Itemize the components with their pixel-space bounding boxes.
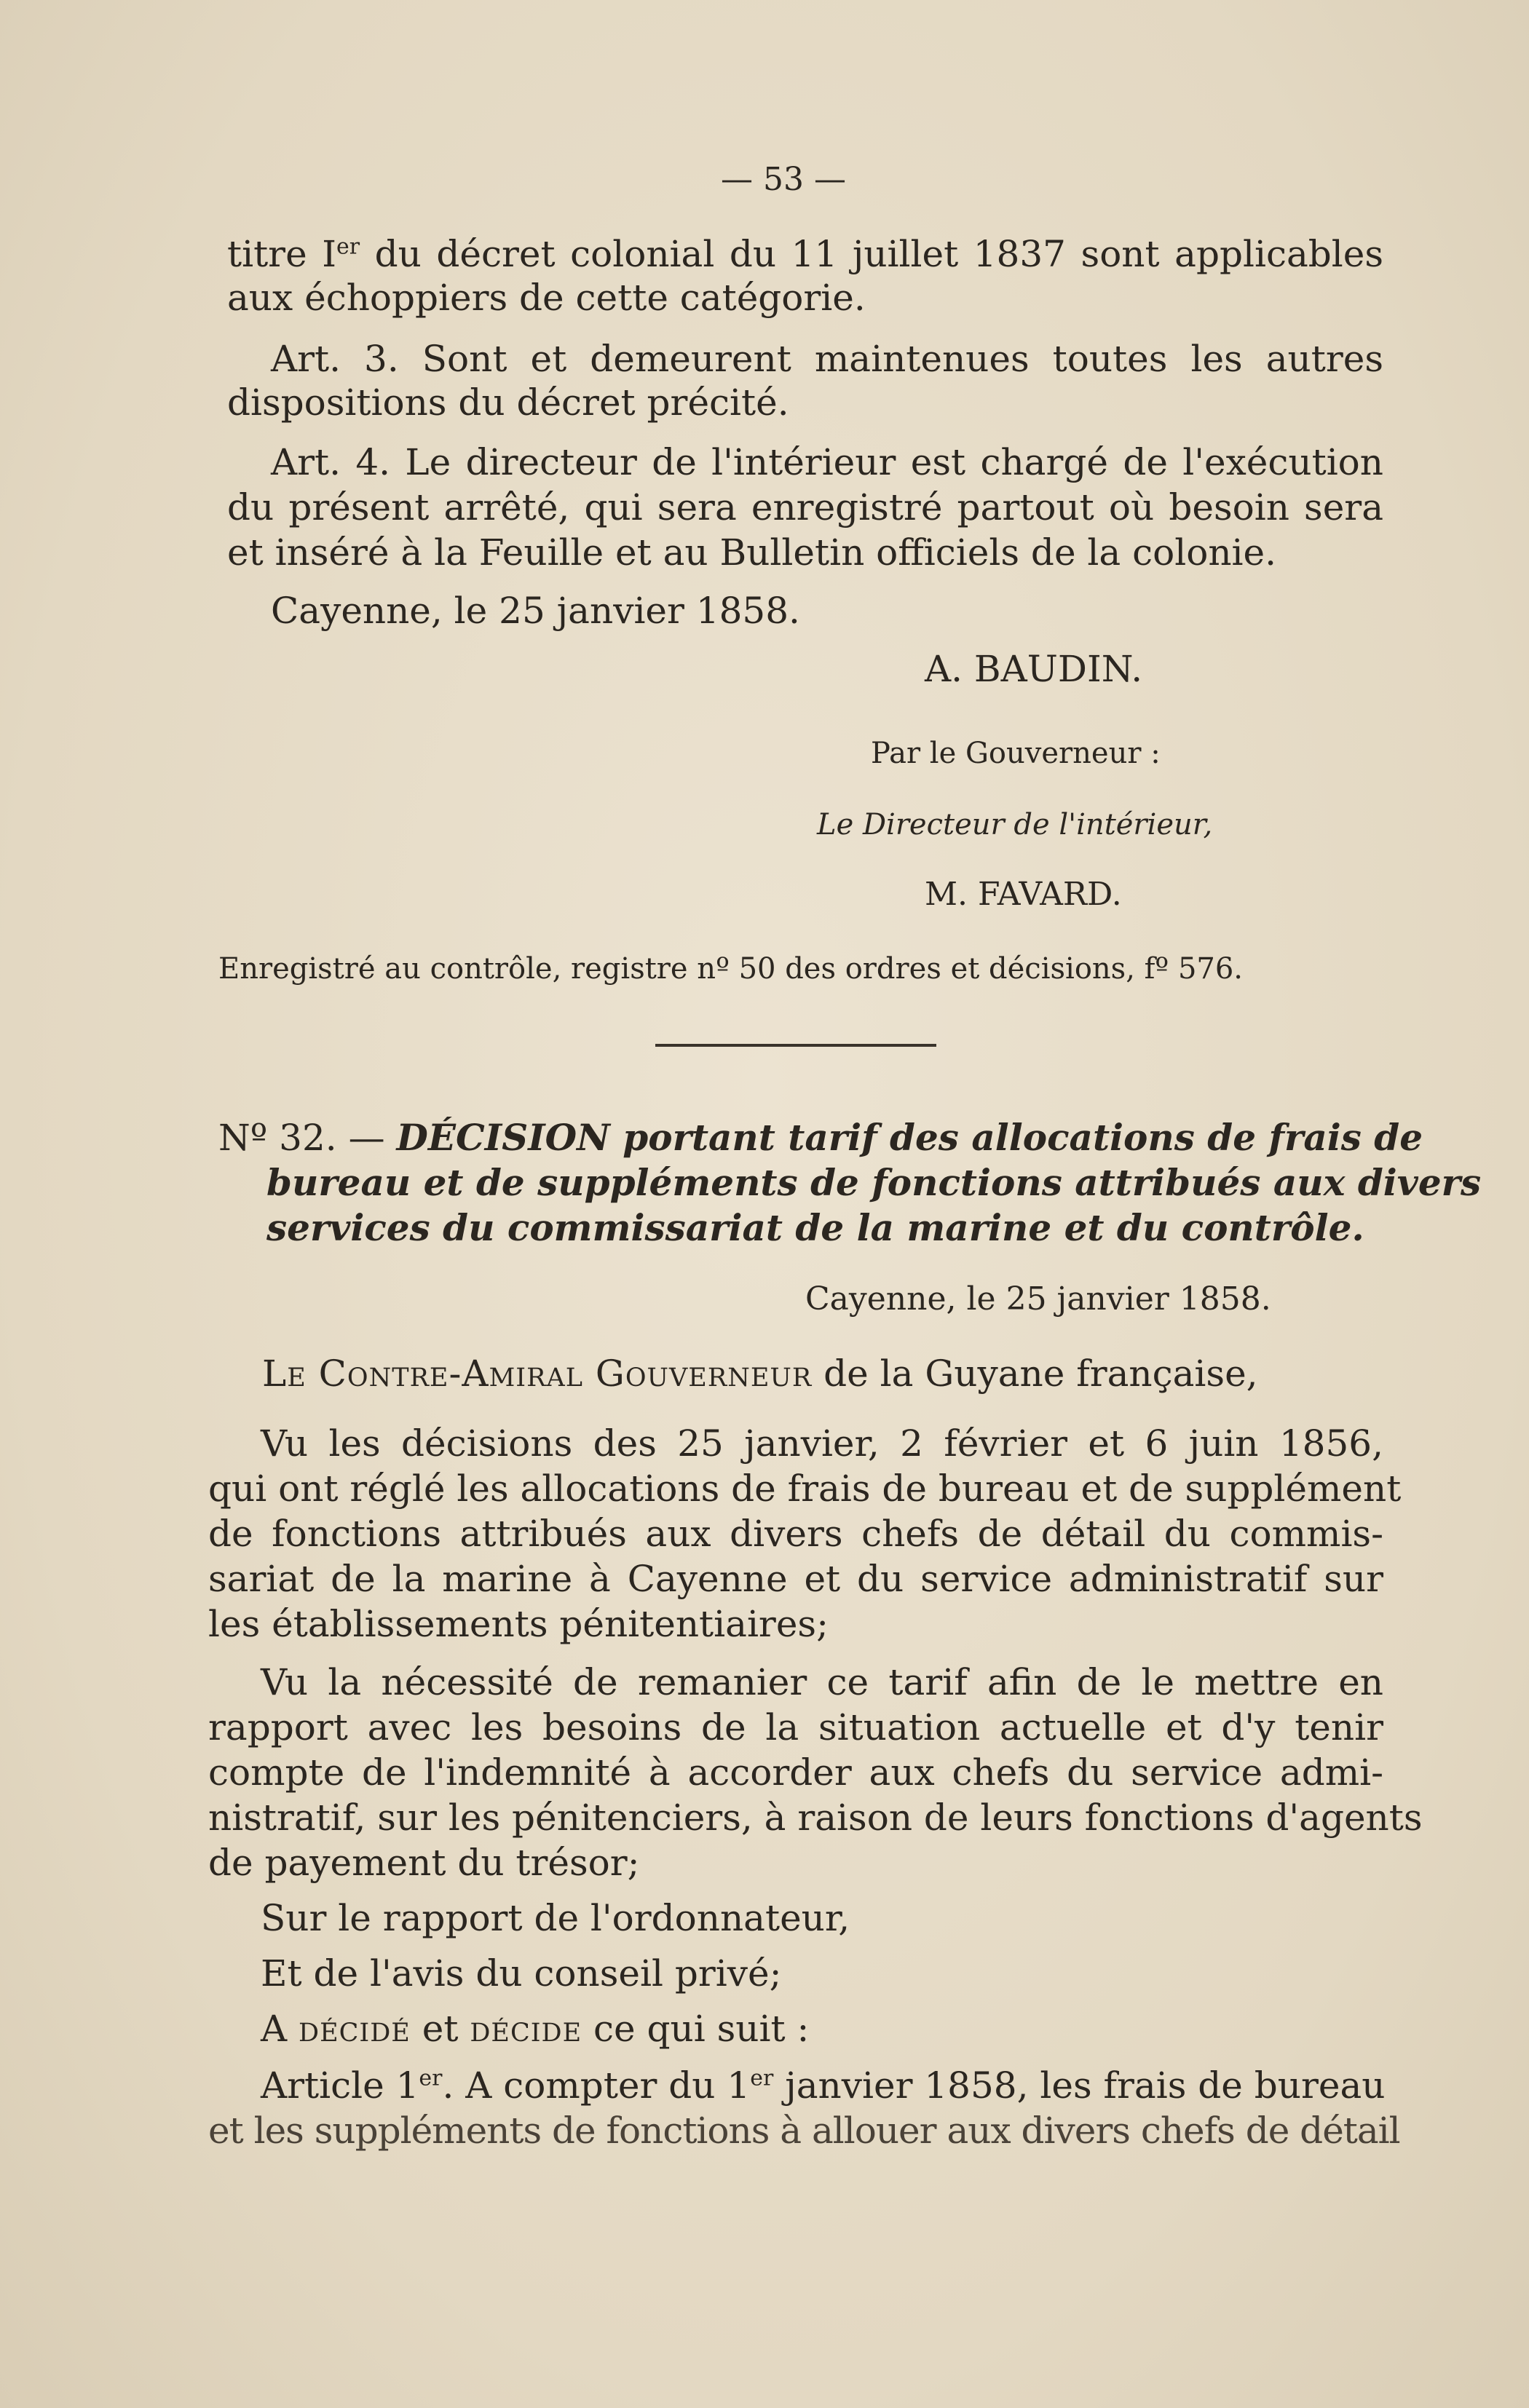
- signature-director: M. FAVARD.: [925, 876, 1122, 913]
- page-number: — 53 —: [721, 161, 846, 198]
- text-line: Sur le rapport de l'ordonnateur,: [261, 1897, 850, 1939]
- text-line: Vu les décisions des 25 janvier, 2 février et 6 juin 1856,: [261, 1422, 1383, 1465]
- text-line: et inséré à la Feuille et au Bulletin officiels de la colonie.: [227, 531, 1276, 574]
- text-line: titre Ier du décret colonial du 11 juillet 1837 sont applicables: [227, 233, 1384, 275]
- text-line: les établissements pénitentiaires;: [208, 1603, 829, 1645]
- text-line: dispositions du décret précité.: [227, 381, 789, 424]
- text-line: de payement du trésor;: [208, 1842, 640, 1884]
- text-line: nistratif, sur les pénitenciers, à raison de leurs fonctions d'agents: [208, 1797, 1423, 1839]
- text-line: Article 1er. A compter du 1er janvier 1858, les frais de bureau: [261, 2064, 1386, 2107]
- text-line: sariat de la marine à Cayenne et du service administratif sur: [208, 1558, 1383, 1600]
- decision-heading: Nº 32. — DÉCISION portant tarif des allocations de frais de: [218, 1116, 1423, 1159]
- text-line: compte de l'indemnité à accorder aux chefs du service admi-: [208, 1751, 1383, 1794]
- decision-heading: bureau et de suppléments de fonctions attribués aux divers: [266, 1161, 1482, 1204]
- text-line: du présent arrêté, qui sera enregistré partout où besoin sera: [227, 486, 1383, 528]
- signature-governor: A. BAUDIN.: [925, 648, 1143, 690]
- text-line: A décidé et décide ce qui suit :: [261, 2008, 810, 2050]
- decision-date: Cayenne, le 25 janvier 1858.: [805, 1280, 1271, 1318]
- text-line: rapport avec les besoins de la situation actuelle et d'y tenir: [208, 1706, 1383, 1748]
- signature-title: Le Directeur de l'intérieur,: [817, 808, 1213, 841]
- text-line: aux échoppiers de cette catégorie.: [227, 277, 866, 319]
- decision-heading: services du commissariat de la marine et du contrôle.: [266, 1206, 1364, 1249]
- signature-caption: Par le Gouverneur :: [871, 737, 1161, 770]
- section-divider: [655, 1044, 936, 1047]
- text-line: Cayenne, le 25 janvier 1858.: [271, 590, 800, 632]
- decision-preamble: Le Contre-Amiral Gouverneur de la Guyane française,: [262, 1352, 1258, 1395]
- text-line: Art. 3. Sont et demeurent maintenues toutes les autres: [271, 338, 1383, 380]
- registration-note: Enregistré au contrôle, registre nº 50 des ordres et décisions, fº 576.: [218, 952, 1244, 986]
- text-line: de fonctions attribués aux divers chefs de détail du commis-: [208, 1513, 1383, 1555]
- text-line: Et de l'avis du conseil privé;: [261, 1952, 782, 1995]
- text-line: et les suppléments de fonctions à allouer aux divers chefs de détail: [208, 2110, 1400, 2152]
- text-line: Art. 4. Le directeur de l'intérieur est chargé de l'exécution: [271, 441, 1383, 483]
- text-line: qui ont réglé les allocations de frais de bureau et de supplément: [208, 1468, 1402, 1510]
- text-line: Vu la nécessité de remanier ce tarif afin de le mettre en: [261, 1661, 1383, 1703]
